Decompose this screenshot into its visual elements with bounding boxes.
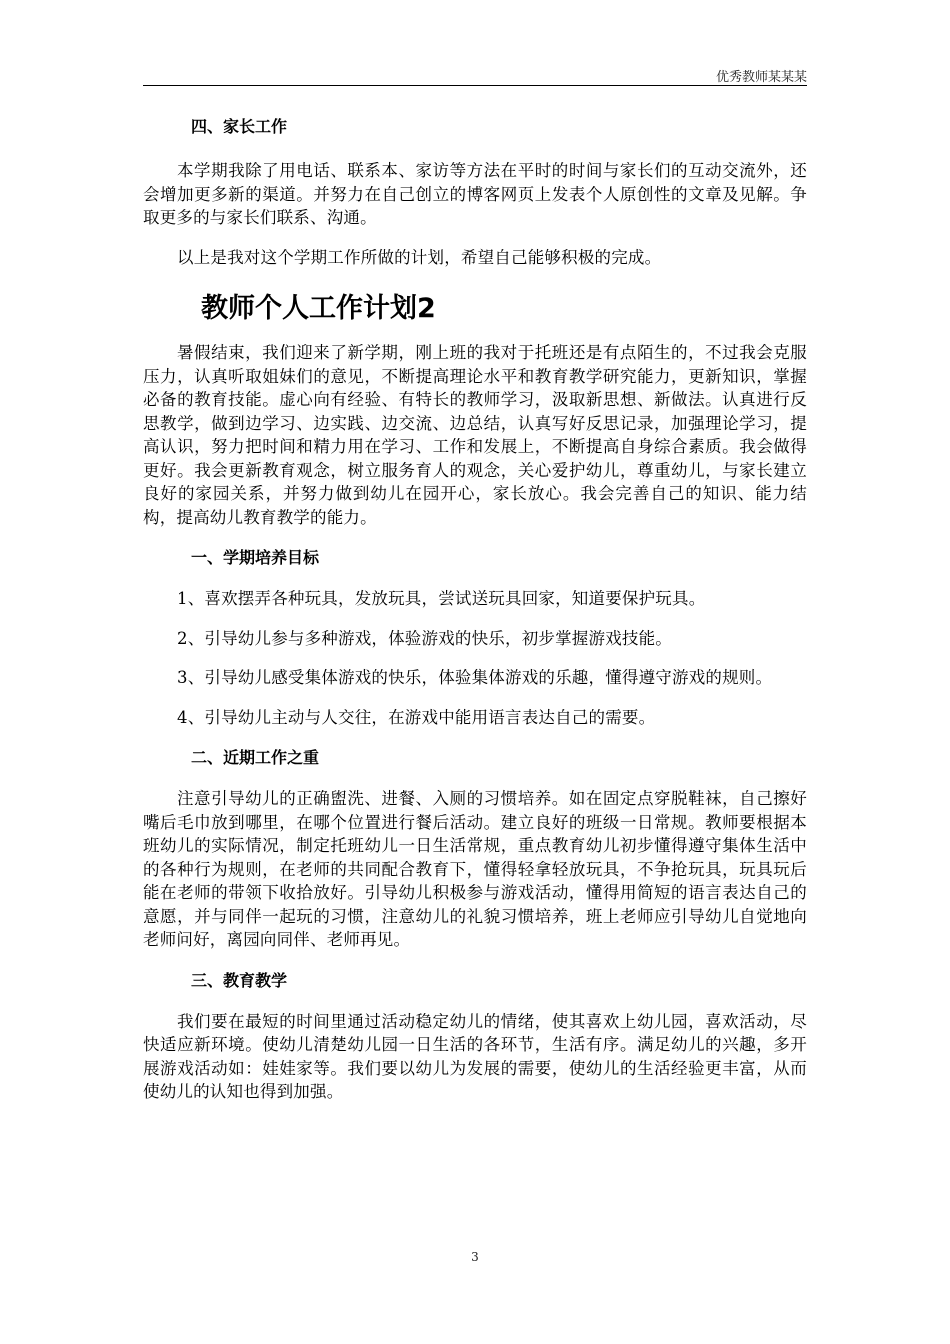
section-heading-teaching: 三、教育教学 [191,970,288,990]
goal-item: 2、引导幼儿参与多种游戏，体验游戏的快乐，初步掌握游戏技能。 [177,628,672,648]
paragraph-parent-work: 本学期我除了用电话、联系本、家访等方法在平时的时间与家长们的互动交流外，还会增加更多新的渠道。并努力在自己创立的博客网页上发表个人原创性的文章及见解。争取更多的与家长们联系、沟通。 [143,161,807,227]
paragraph-recent-work: 注意引导幼儿的正确盥洗、进餐、入厕的习惯培养。如在固定点穿脱鞋袜，自己擦好嘴后毛巾放到哪里，在哪个位置进行餐后活动。建立良好的班级一日常规。教师要根据本班幼儿的实际情况，制定托班幼儿一日生活常规，重点教育幼儿初步懂得遵守集体生活中的各种行为规则，在老师的共同配合教育下，懂得轻拿轻放玩具，不争抢玩具，玩具玩后能在老师的带领下收拾放好。引导幼儿积极参与游戏活动，懂得用简短的语言表达自己的意愿，并与同伴一起玩的习惯，注意幼儿的礼貌习惯培养，班上老师应引导幼儿自觉地向老师问好，离园向同伴、老师再见。 [143,789,807,949]
page-header: 优秀教师某某某 [715,70,807,85]
document-body [143,110,807,1104]
paragraph-teaching: 我们要在最短的时间里通过活动稳定幼儿的情绪，使其喜欢上幼儿园，喜欢活动，尽快适应新环境。使幼儿清楚幼儿园一日生活的各环节，生活有序。满足幼儿的兴趣，多开展游戏活动如：娃娃家等。我们要以幼儿为发展的需要，使幼儿的生活经验更丰富，从而使幼儿的认知也得到加强。 [143,1011,807,1101]
paragraph-intro: 暑假结束，我们迎来了新学期，刚上班的我对于托班还是有点陌生的，不过我会克服压力，认真听取姐妹们的意见，不断提高理论水平和教育教学研究能力，更新知识，掌握必备的教育技能。虚心向有经验、有特长的教师学习，汲取新思想、新做法。认真进行反思教学，做到边学习、边实践、边交流、边总结，认真写好反思记录，加强理论学习，提高认识，努力把时间和精力用在学习、工作和发展上，不断提高自身综合素质。我会做得更好。我会更新教育观念，树立服务育人的观念，关心爱护幼儿，尊重幼儿，与家长建立良好的家园关系，并努力做到幼儿在园开心，家长放心。我会完善自己的知识、能力结构，提高幼儿教育教学的能力。 [143,343,807,527]
paragraph-conclusion: 以上是我对这个学期工作所做的计划，希望自己能够积极的完成。 [177,247,662,267]
goal-item: 4、引导幼儿主动与人交往，在游戏中能用语言表达自己的需要。 [177,707,656,727]
goal-item: 3、引导幼儿感受集体游戏的快乐，体验集体游戏的乐趣，懂得遵守游戏的规则。 [177,668,773,687]
section-heading-goals: 一、学期培养目标 [191,548,320,567]
section-heading-parent-work: 四、家长工作 [191,117,288,136]
header-divider [143,85,807,86]
page-number: 3 [471,1250,479,1264]
section-heading-recent-work: 二、近期工作之重 [191,748,320,767]
document-title: 教师个人工作计划2 [201,293,436,324]
goal-item: 1、喜欢摆弄各种玩具，发放玩具，尝试送玩具回家，知道要保护玩具。 [177,589,706,608]
